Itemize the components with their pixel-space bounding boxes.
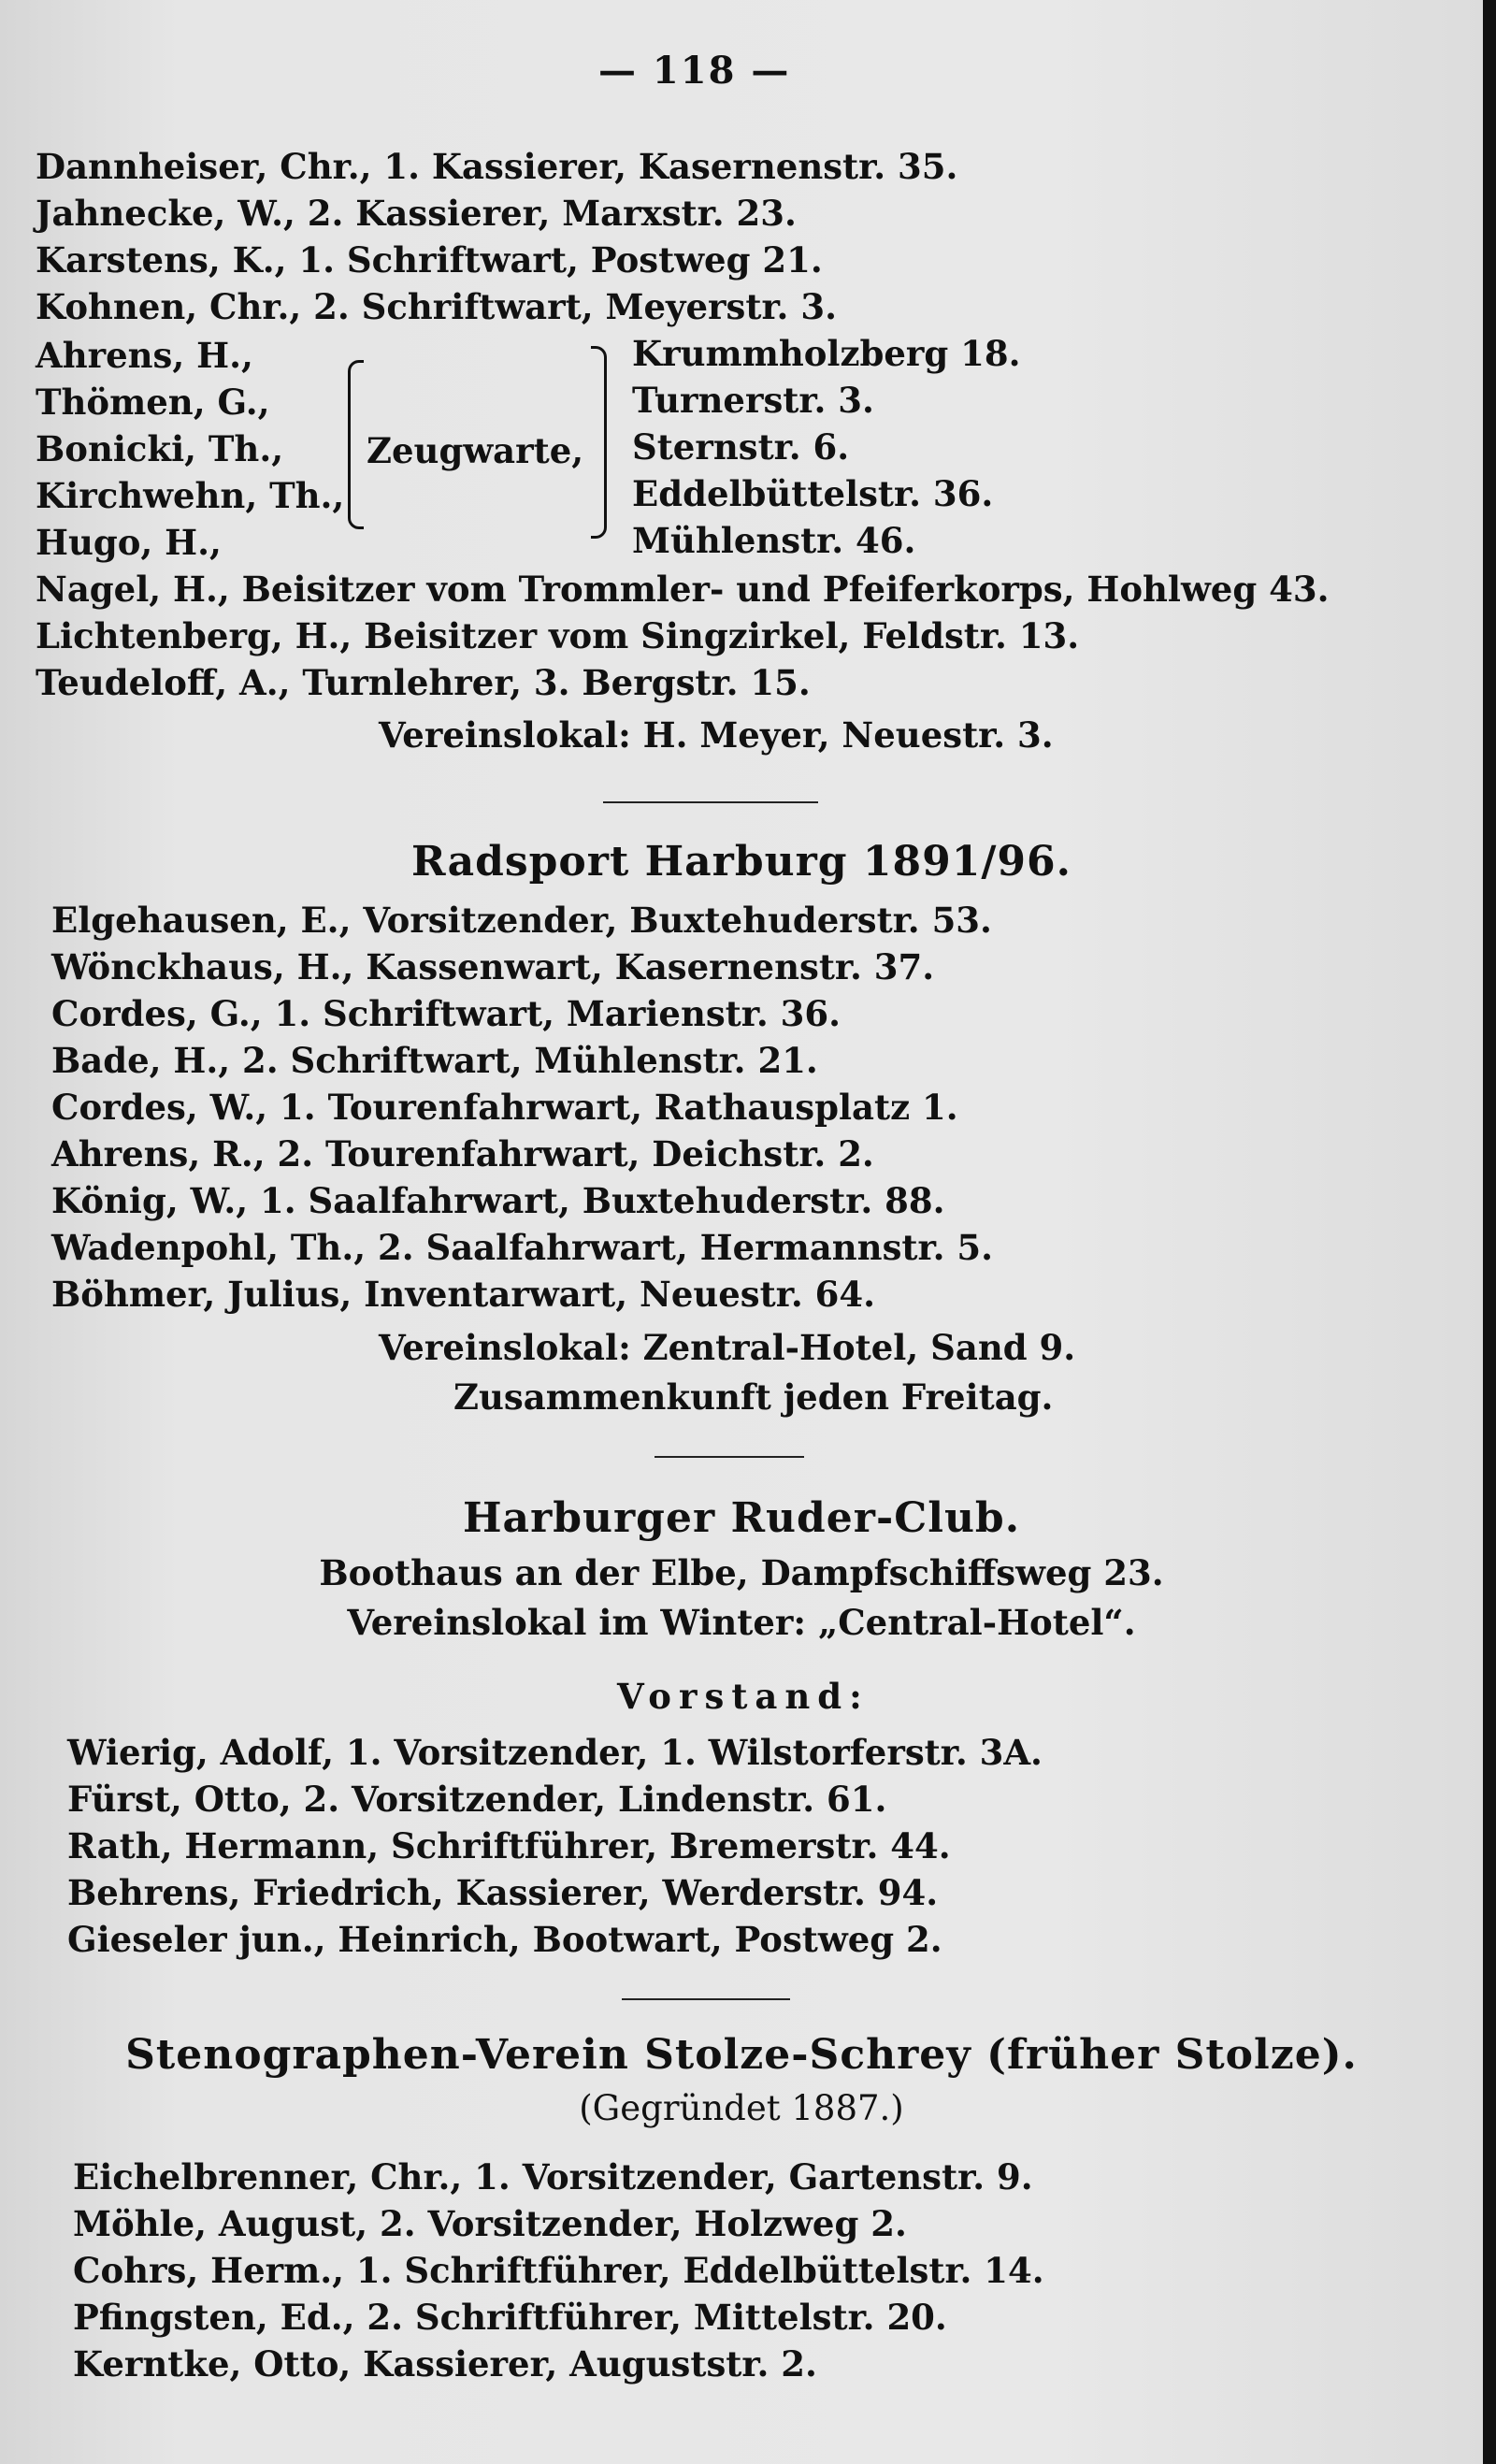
member-line: Cordes, W., 1. Tourenfahrwart, Rathausplatz 1. [51, 1087, 958, 1128]
zeugwart-name: Kirchwehn, Th., [36, 475, 345, 516]
member-line: Möhle, August, 2. Vorsitzender, Holzweg 2. [73, 2203, 907, 2244]
zeugwart-address: Sternstr. 6. [632, 426, 850, 468]
officer-line: Kohnen, Chr., 2. Schriftwart, Meyerstr. 3. [36, 286, 837, 327]
venue-line: Vereinslokal: H. Meyer, Neuestr. 3. [379, 714, 1054, 756]
meeting-line: Zusammenkunft jeden Freitag. [453, 1376, 1054, 1418]
zeugwart-name: Thömen, G., [36, 382, 270, 423]
founded-line: (Gegründet 1887.) [579, 2088, 904, 2128]
member-line: Wierig, Adolf, 1. Vorsitzender, 1. Wilstorferstr. 3A. [67, 1732, 1043, 1773]
member-line: Rath, Hermann, Schriftführer, Bremerstr. 44. [67, 1825, 951, 1866]
page-edge [1483, 0, 1496, 2464]
section-divider [654, 1456, 804, 1458]
member-line: Pfingsten, Ed., 2. Schriftführer, Mittelstr. 20. [73, 2297, 947, 2338]
zeugwart-name: Hugo, H., [36, 522, 222, 563]
zeugwart-address: Mühlenstr. 46. [632, 520, 916, 561]
member-line: Fürst, Otto, 2. Vorsitzender, Lindenstr. 61. [67, 1779, 887, 1820]
left-brace [348, 360, 364, 529]
boathouse-line: Boothaus an der Elbe, Dampfschiffsweg 23. [319, 1552, 1164, 1593]
member-line: Cohrs, Herm., 1. Schriftführer, Eddelbüttelstr. 14. [73, 2250, 1044, 2291]
member-line: Elgehausen, E., Vorsitzender, Buxtehuderstr. 53. [51, 900, 992, 941]
zeugwart-address: Eddelbüttelstr. 36. [632, 473, 994, 514]
board-label: Vorstand: [617, 1676, 870, 1717]
section-title: Harburger Ruder-Club. [462, 1494, 1021, 1542]
member-line: Bade, H., 2. Schriftwart, Mühlenstr. 21. [51, 1040, 818, 1081]
member-line: Böhmer, Julius, Inventarwart, Neuestr. 64. [51, 1274, 875, 1315]
zeugwart-address: Turnerstr. 3. [632, 380, 874, 421]
member-line: Lichtenberg, H., Beisitzer vom Singzirkel, Feldstr. 13. [36, 615, 1080, 656]
member-line: Ahrens, R., 2. Tourenfahrwart, Deichstr. 2. [51, 1133, 874, 1174]
member-line: Cordes, G., 1. Schriftwart, Marienstr. 36. [51, 993, 842, 1034]
officer-line: Dannheiser, Chr., 1. Kassierer, Kasernenstr. 35. [36, 146, 958, 187]
member-line: Wadenpohl, Th., 2. Saalfahrwart, Hermannstr. 5. [51, 1227, 993, 1268]
venue-line: Vereinslokal: Zentral-Hotel, Sand 9. [379, 1327, 1076, 1368]
section-title: Radsport Harburg 1891/96. [411, 838, 1072, 886]
section-divider [603, 801, 818, 803]
member-line: Gieseler jun., Heinrich, Bootwart, Postweg 2. [67, 1919, 942, 1960]
member-line: König, W., 1. Saalfahrwart, Buxtehuderstr. 88. [51, 1180, 945, 1221]
member-line: Teudeloff, A., Turnlehrer, 3. Bergstr. 15. [36, 662, 811, 703]
winter-venue-line: Vereinslokal im Winter: „Central-Hotel“. [347, 1602, 1136, 1643]
zeugwarte-label: Zeugwarte, [367, 430, 584, 471]
zeugwart-name: Bonicki, Th., [36, 428, 284, 469]
member-line: Kerntke, Otto, Kassierer, Auguststr. 2. [73, 2343, 817, 2385]
member-line: Eichelbrenner, Chr., 1. Vorsitzender, Gartenstr. 9. [73, 2156, 1033, 2197]
section-title: Stenographen-Verein Stolze-Schrey (früher Stolze). [125, 2031, 1358, 2079]
zeugwart-name: Ahrens, H., [36, 335, 253, 376]
page-number: — 118 — [598, 49, 791, 93]
member-line: Nagel, H., Beisitzer vom Trommler- und Pfeiferkorps, Hohlweg 43. [36, 569, 1330, 610]
member-line: Wönckhaus, H., Kassenwart, Kasernenstr. 37. [51, 946, 935, 987]
zeugwart-address: Krummholzberg 18. [632, 333, 1021, 374]
member-line: Behrens, Friedrich, Kassierer, Werderstr. 94. [67, 1872, 939, 1913]
officer-line: Jahnecke, W., 2. Kassierer, Marxstr. 23. [36, 193, 797, 234]
officer-line: Karstens, K., 1. Schriftwart, Postweg 21. [36, 239, 823, 281]
right-brace [591, 346, 607, 539]
section-divider [622, 1998, 790, 2000]
